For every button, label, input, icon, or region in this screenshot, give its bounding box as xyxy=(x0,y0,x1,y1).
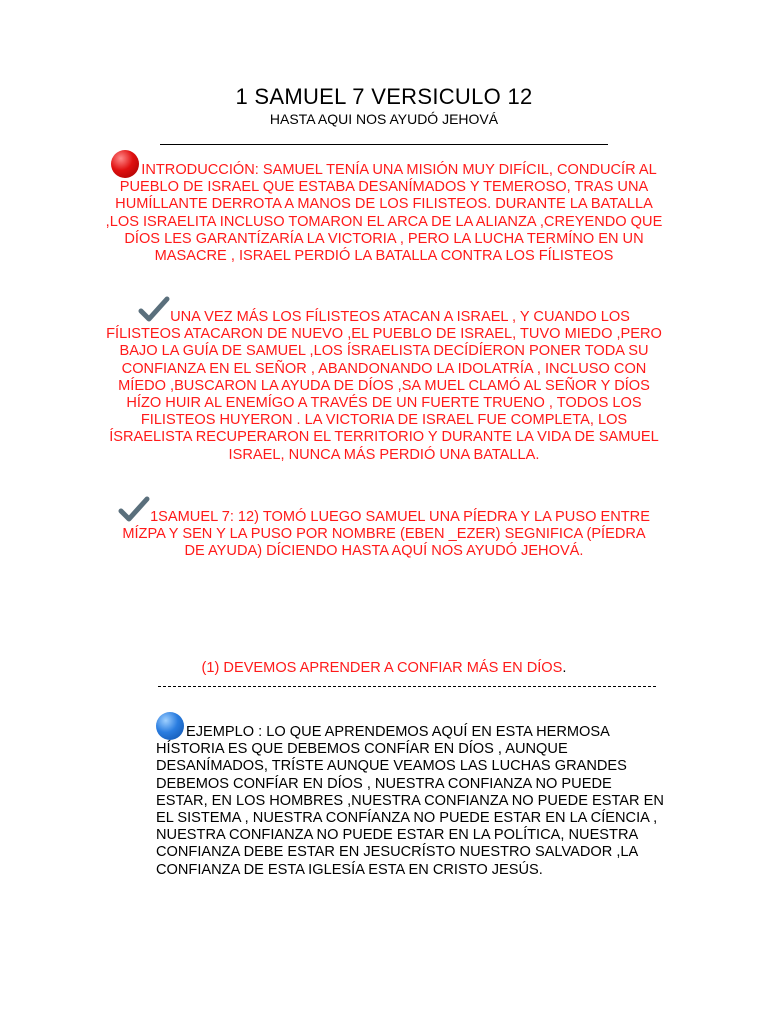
lesson-heading xyxy=(0,660,768,676)
verse-text: 1SAMUEL 7: 12) TOMÓ LUEGO SAMUEL UNA PÍEDRA Y LA PUSO ENTRE MÍZPA Y SEN Y LA PUSO POR NOMBRE (EBEN _EZER) SEGNIFICA (PÍEDRA DE AYUDA) DÍCIENDO HASTA AQUÍ NOS AYUDÓ JEHOVÁ. xyxy=(122,509,650,560)
lesson-text: (1) DEVEMOS APRENDER A CONFIAR MÁS EN DÍOS xyxy=(201,660,563,676)
philistines-paragraph xyxy=(104,296,664,464)
philistines-text: UNA VEZ MÁS LOS FÍLISTEOS ATACAN A ISRAEL , Y CUANDO LOS FÍLISTEOS ATACARON DE NUEVO ,EL PUEBLO DE ISRAEL, TUVO MIEDO ,PERO BAJO LA GUÍA DE SAMUEL ,LOS ÍSRAELISTA DECÍDÍERON PONER TODA SU CONFIANZA EN EL SEÑOR , ABANDONANDO LA IDOLATRÍA , INCLUSO CON MÍEDO ,BUSCARON LA AYUDA DE DÍOS ,SA MUEL CLAMÓ AL SEÑOR Y DÍOS HÍZO HUIR AL ENEMÍGO A TRAVÉS DE UN FUERTE TRUENO , TODOS LOS FILISTEOS HUYERON . LA VICTORIA DE ISRAEL FUE COMPLETA, LOS ÍSRAELISTA RECUPERARON EL TERRITORIO Y DURANTE LA VIDA DE SAMUEL ISRAEL, NUNCA MÁS PERDIÓ UNA BATALLA. xyxy=(106,309,662,463)
example-text: EJEMPLO : LO QUE APRENDEMOS AQUÍ EN ESTA HERMOSA HÍSTORIA ES QUE DEBEMOS CONFÍAR EN DÍOS , AUNQUE DESANÍMADOS, TRÍSTE AUNQUE VEAMOS LAS LUCHAS GRANDES DEBEMOS CONFÍAR EN DÍOS , NUESTRA CONFIANZA NO PUEDE ESTAR, EN LOS HOMBRES ,NUESTRA CONFIANZA NO PUEDE ESTAR EN EL SISTEMA , NUESTRA CONFÍANZA NO PUEDE ESTAR EN LA CÍENCIA , NUESTRA CONFIANZA NO PUEDE ESTAR EN LA POLÍTICA, NUESTRA CONFIANZA DEBE ESTAR EN JESUCRÍSTO NUESTRO SALVADOR ,LA CONFIANZA DE ESTA IGLESÍA ESTA EN CRISTO JESÚS. xyxy=(156,724,664,878)
check-mark-icon xyxy=(118,496,150,524)
page-subtitle: HASTA AQUI NOS AYUDÓ JEHOVÁ xyxy=(269,111,499,127)
red-circle-icon xyxy=(111,150,139,178)
introduction-paragraph xyxy=(104,150,664,265)
check-mark-icon xyxy=(138,296,170,324)
title-divider xyxy=(160,144,608,145)
page-title: 1 SAMUEL 7 VERSICULO 12 xyxy=(235,84,533,109)
example-paragraph xyxy=(156,712,666,879)
lesson-divider xyxy=(158,686,656,687)
lesson-trailing-period: . xyxy=(562,660,567,676)
introduction-text: INTRODUCCIÓN: SAMUEL TENÍA UNA MISIÓN MUY DIFÍCIL, CONDUCÍR AL PUEBLO DE ISRAEL QUE ESTABA DESANÍMADOS Y TEMEROSO, TRAS UNA HUMÍLLANTE DERROTA A MANOS DE LOS FILISTEOS. DURANTE LA BATALLA ,LOS ISRAELITA INCLUSO TOMARON EL ARCA DE LA ALIANZA ,CREYENDO QUE DÍOS LES GARANTÍZARÍA LA VICTORIA , PERO LA LUCHA TERMÍNO EN UN MASACRE , ISRAEL PERDIÓ LA BATALLA CONTRA LOS FÍLISTEOS xyxy=(105,162,663,265)
blue-circle-icon xyxy=(156,712,184,740)
verse-paragraph xyxy=(114,496,654,561)
